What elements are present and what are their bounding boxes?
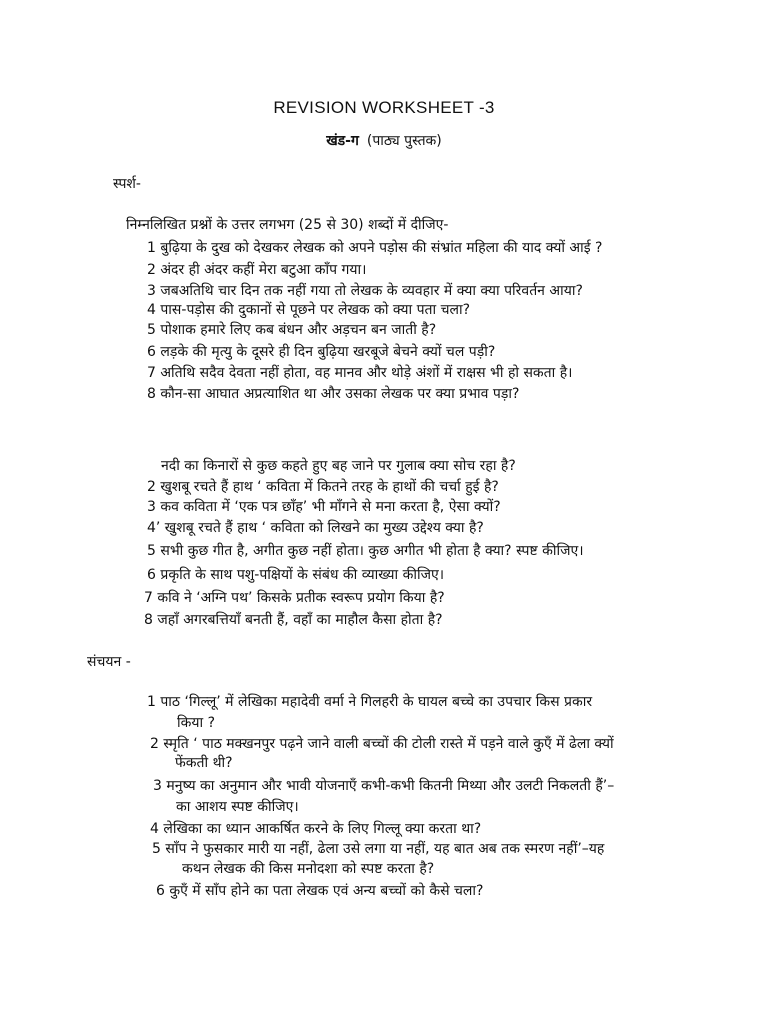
question-item: 5 पोशाक हमारे लिए कब बंधन और अड़चन बन जाती है? [147,322,437,338]
question-item: नदी का किनारों से कुछ कहते हुए बह जाने पर गुलाब क्या सोच रहा है? [161,458,516,474]
section-instruction: निम्नलिखित प्रश्नों के उत्तर लगभग (25 से 30) शब्दों में दीजिए- [126,217,449,233]
question-continuation: किया ? [177,715,216,731]
question-item: 2 अंदर ही अंदर कहीं मेरा बटुआ काँप गया। [147,262,367,278]
question-item: 6 कुएँ में साँप होने का पता लेखक एवं अन्य बच्चों को कैसे चला? [156,883,484,899]
subtitle-section: खंड-ग [326,133,359,149]
question-item: 1 बुढ़िया के दुख को देखकर लेखक को अपने पड़ोस की संभ्रांत महिला की याद क्यों आई ? [147,240,603,256]
page-subtitle [0,131,768,150]
question-item: 2 खुशबू रचते हैं हाथ ‘ कविता में कितने तरह के हाथों की चर्चा हुई है? [147,479,499,495]
question-item: 4 पास-पड़ोस की दुकानों से पूछने पर लेखक को क्या पता चला? [147,302,471,318]
question-item: 6 लड़के की मृत्यु के दूसरे ही दिन बुढ़िया खरबूजे बेचने क्यों चल पड़ी? [147,344,496,360]
page-title: REVISION WORKSHEET -3 [273,98,495,117]
question-continuation: फेंकती थी? [175,755,233,771]
question-item: 7 अतिथि सदैव देवता नहीं होता, वह मानव और थोड़े अंशों में राक्षस भी हो सकता है। [147,365,573,381]
question-continuation: का आशय स्पष्ट कीजिए। [176,799,299,815]
question-item: 4’ खुशबू रचते हैं हाथ ‘ कविता को लिखने का मुख्य उद्देश्य क्या है? [147,520,484,536]
subtitle-book: (पाठ्य पुस्तक) [366,133,442,149]
question-item: 3 जबअतिथि चार दिन तक नहीं गया तो लेखक के व्यवहार में क्या क्या परिवर्तन आया? [147,283,583,299]
question-item: 2 स्मृति ‘ पाठ मक्खनपुर पढ़ने जाने वाली बच्चों की टोली रास्ते में पड़ने वाले कुएँ में ढेला क्यों [150,736,614,752]
question-item: 3 मनुष्य का अनुमान और भावी योजनाएँ कभी-कभी कितनी मिथ्या और उलटी निकलती हैं’– [153,778,615,794]
section-heading-sanchayan: संचयन - [87,654,131,670]
question-continuation: कथन लेखक की किस मनोदशा को स्पष्ट करता है? [182,861,435,877]
question-item: 5 सभी कुछ गीत है, अगीत कुछ नहीं होता। कुछ अगीत भी होता है क्या? स्पष्ट कीजिए। [147,543,584,559]
question-item: 3 कव कविता में ‘एक पत्र छाँह’ भी माँगने से मना करता है, ऐसा क्यों? [147,499,501,515]
question-item: 6 प्रकृति के साथ पशु-पक्षियों के संबंध की व्याख्या कीजिए। [147,567,445,583]
question-item: 1 पाठ ‘गिल्लू’ में लेखिका महादेवी वर्मा ने गिलहरी के घायल बच्चे का उपचार किस प्रकार [147,694,593,710]
section-heading-sparsh: स्पर्श- [113,176,141,192]
question-item: 7 कवि ने ‘अग्नि पथ’ किसके प्रतीक स्वरूप प्रयोग किया है? [144,590,445,606]
question-item: 5 साँप ने फुसकार मारी या नहीं, ढेला उसे लगा या नहीं, यह बात अब तक स्मरण नहीं’–यह [152,841,605,857]
question-item: 8 जहाँ अगरबत्तियाँ बनती हैं, वहाँ का माहौल कैसा होता है? [144,612,443,628]
question-item: 8 कौन-सा आघात अप्रत्याशित था और उसका लेखक पर क्या प्रभाव पड़ा? [147,386,520,402]
question-item: 4 लेखिका का ध्यान आकर्षित करने के लिए गिल्लू क्या करता था? [150,821,482,837]
